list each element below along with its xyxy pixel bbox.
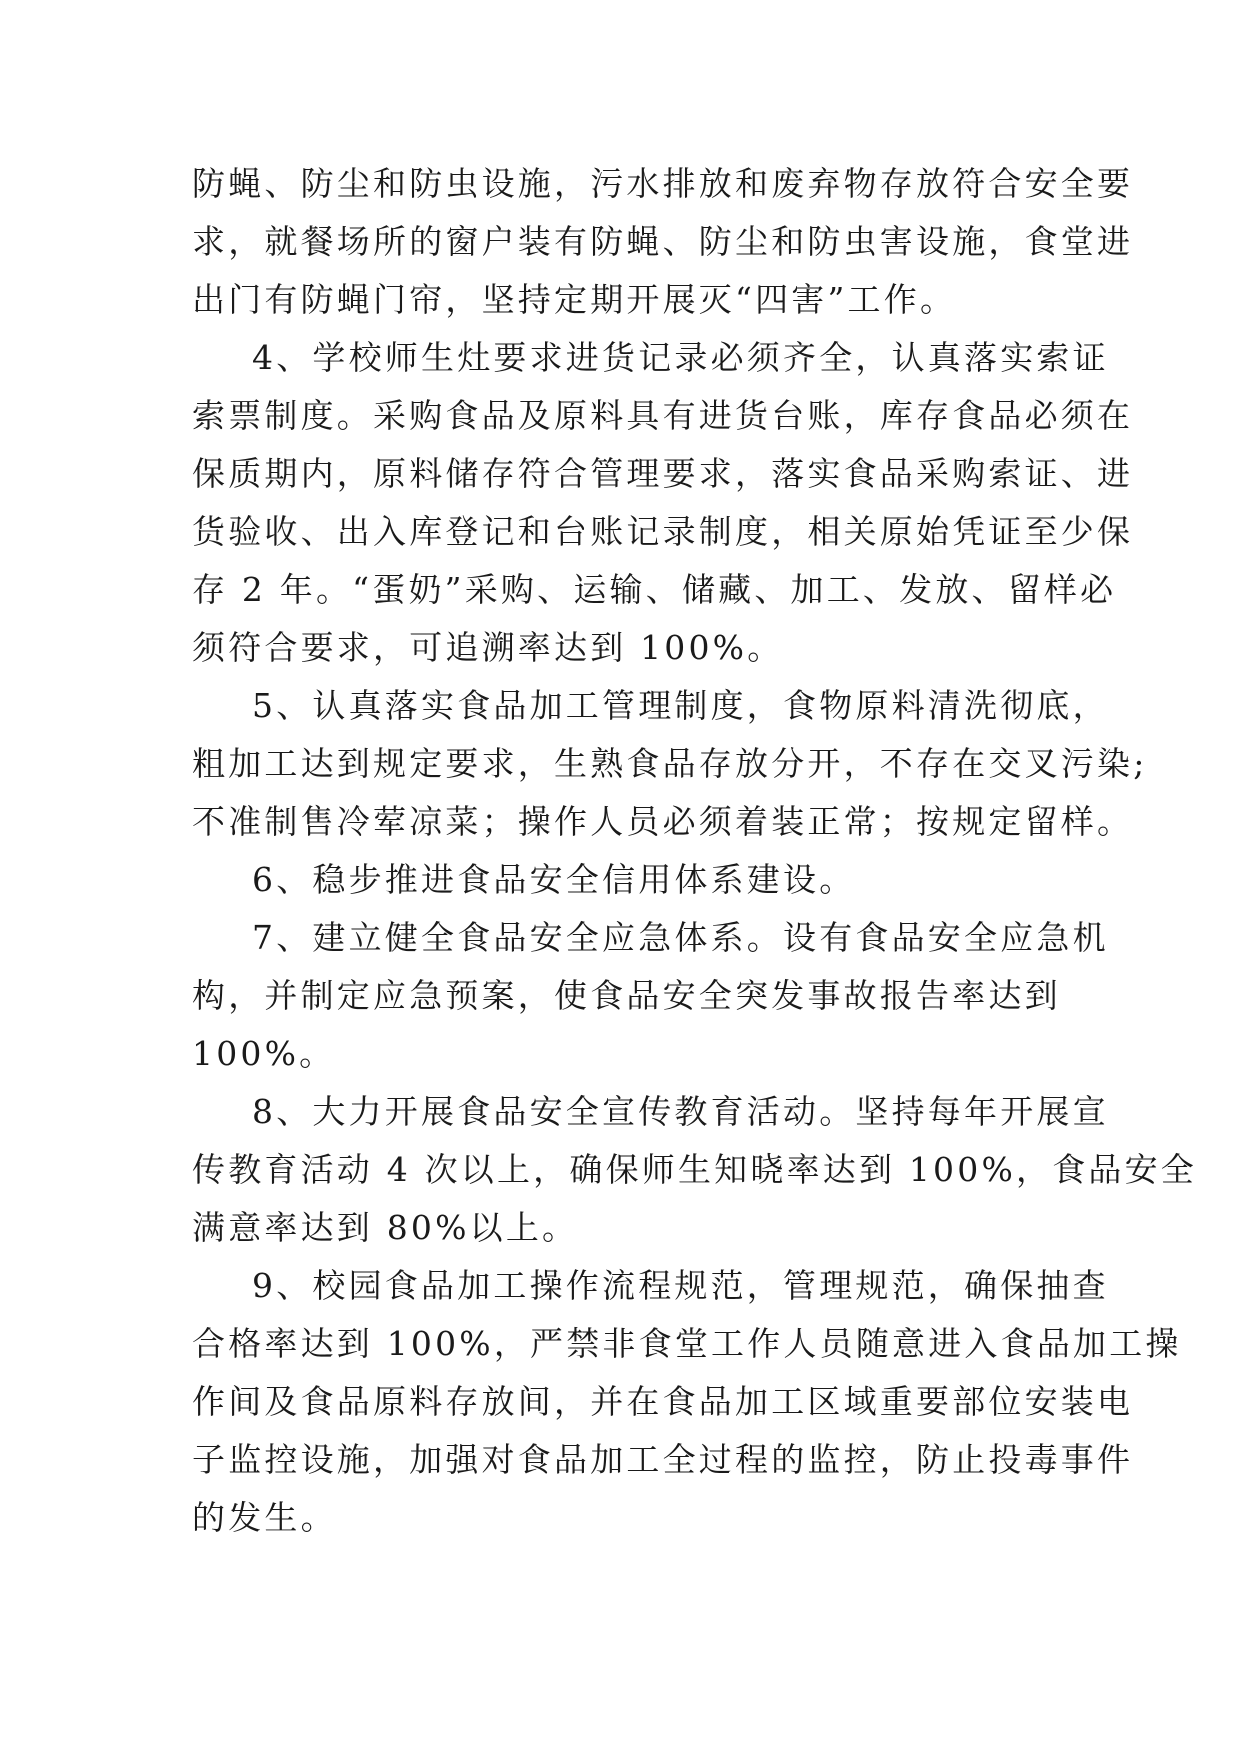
paragraph-9-start: 9、校园食品加工操作流程规范，管理规范，确保抽查 [252,1266,1109,1305]
text-line: 传教育活动 4 次以上，确保师生知晓率达到 100%，食品安全 [192,1150,1198,1189]
text-line: 满意率达到 80%以上。 [192,1208,579,1247]
text-line: 作间及食品原料存放间，并在食品加工区域重要部位安装电 [192,1382,1134,1421]
text-line: 须符合要求，可追溯率达到 100%。 [192,628,784,667]
text-line: 防蝇、防尘和防虫设施，污水排放和废弃物存放符合安全要 [192,164,1134,203]
text-line: 不准制售冷荤凉菜；操作人员必须着装正常；按规定留样。 [192,802,1134,841]
text-line: 构，并制定应急预案，使食品安全突发事故报告率达到 [192,976,1061,1015]
text-line: 出门有防蝇门帘，坚持定期开展灭“四害”工作。 [192,280,957,319]
text-line: 的发生。 [192,1498,337,1537]
paragraph-5-start: 5、认真落实食品加工管理制度，食物原料清洗彻底， [252,686,1109,725]
text-line: 存 2 年。“蛋奶”采购、运输、储藏、加工、发放、留样必 [192,570,1117,609]
paragraph-4-start: 4、学校师生灶要求进货记录必须齐全，认真落实索证 [252,338,1109,377]
text-line: 求，就餐场所的窗户装有防蝇、防尘和防虫害设施，食堂进 [192,222,1134,261]
text-line: 合格率达到 100%，严禁非食堂工作人员随意进入食品加工操 [192,1324,1182,1363]
text-line: 保质期内，原料储存符合管理要求，落实食品采购索证、进 [192,454,1134,493]
text-line: 子监控设施，加强对食品加工全过程的监控，防止投毒事件 [192,1440,1134,1479]
paragraph-8-start: 8、大力开展食品安全宣传教育活动。坚持每年开展宣 [252,1092,1109,1131]
text-line: 100%。 [192,1034,336,1073]
text-line: 索票制度。采购食品及原料具有进货台账，库存食品必须在 [192,396,1134,435]
text-line: 粗加工达到规定要求，生熟食品存放分开，不存在交叉污染; [192,744,1148,783]
paragraph-6-start: 6、稳步推进食品安全信用体系建设。 [252,860,856,899]
paragraph-7-start: 7、建立健全食品安全应急体系。设有食品安全应急机 [252,918,1109,957]
text-line: 货验收、出入库登记和台账记录制度，相关原始凭证至少保 [192,512,1134,551]
